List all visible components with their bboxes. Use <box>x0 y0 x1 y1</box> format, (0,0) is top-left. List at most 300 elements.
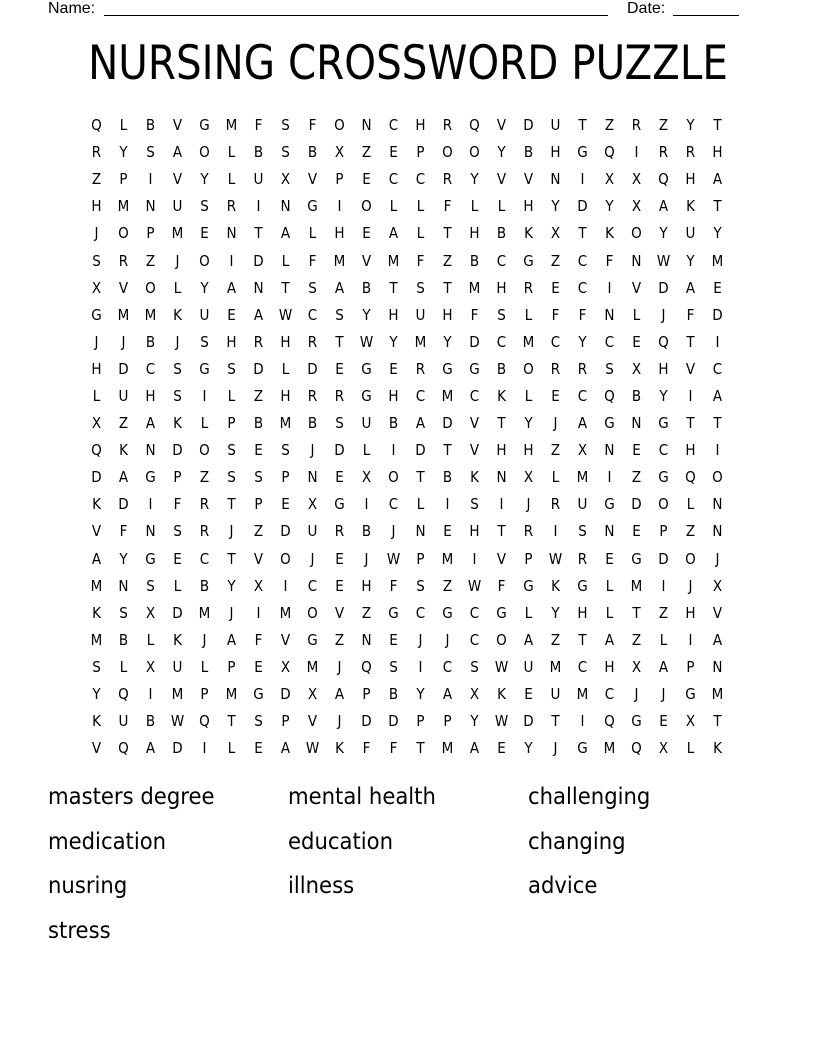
grid-cell[interactable]: E <box>632 332 641 351</box>
grid-cell[interactable]: L <box>173 576 182 595</box>
grid-cell[interactable]: O <box>658 495 669 514</box>
grid-cell[interactable]: J <box>391 522 396 541</box>
grid-cell[interactable]: T <box>416 468 425 487</box>
grid-cell[interactable]: K <box>686 197 695 216</box>
grid-cell[interactable]: L <box>659 630 668 649</box>
grid-cell[interactable]: V <box>712 603 723 622</box>
grid-cell[interactable]: O <box>199 441 210 460</box>
grid-cell[interactable]: H <box>280 386 291 405</box>
grid-cell[interactable]: B <box>496 359 507 378</box>
grid-cell[interactable]: E <box>335 576 344 595</box>
grid-cell[interactable]: T <box>227 712 236 731</box>
grid-cell[interactable]: R <box>442 116 453 135</box>
grid-cell[interactable]: M <box>441 739 454 758</box>
grid-cell[interactable]: V <box>253 549 264 568</box>
grid-cell[interactable]: P <box>227 414 236 433</box>
grid-cell[interactable]: C <box>307 305 318 324</box>
grid-cell[interactable]: G <box>361 386 372 405</box>
grid-cell[interactable]: F <box>416 251 425 270</box>
grid-cell[interactable]: N <box>604 305 615 324</box>
grid-cell[interactable]: C <box>577 386 588 405</box>
grid-cell[interactable]: M <box>576 685 589 704</box>
grid-cell[interactable]: M <box>144 305 157 324</box>
grid-cell[interactable]: H <box>496 441 507 460</box>
grid-cell[interactable]: M <box>414 332 427 351</box>
grid-cell[interactable]: Y <box>659 224 668 243</box>
grid-cell[interactable]: E <box>632 441 641 460</box>
grid-cell[interactable]: K <box>92 603 101 622</box>
grid-cell[interactable]: B <box>442 468 453 487</box>
grid-cell[interactable]: L <box>605 576 614 595</box>
grid-cell[interactable]: F <box>470 305 479 324</box>
grid-cell[interactable]: C <box>388 116 399 135</box>
grid-cell[interactable]: W <box>386 549 401 568</box>
grid-cell[interactable]: R <box>334 386 345 405</box>
grid-cell[interactable]: G <box>145 468 156 487</box>
grid-cell[interactable]: L <box>281 251 290 270</box>
grid-cell[interactable]: F <box>308 251 317 270</box>
grid-cell[interactable]: M <box>441 386 454 405</box>
grid-cell[interactable]: M <box>279 414 292 433</box>
grid-cell[interactable]: S <box>254 468 263 487</box>
grid-cell[interactable]: Y <box>605 197 614 216</box>
grid-cell[interactable]: G <box>199 359 210 378</box>
grid-cell[interactable]: C <box>469 603 480 622</box>
grid-cell[interactable]: D <box>280 685 291 704</box>
grid-cell[interactable]: D <box>631 495 642 514</box>
grid-cell[interactable]: L <box>227 170 236 189</box>
grid-cell[interactable]: U <box>172 657 183 676</box>
grid-cell[interactable]: L <box>605 603 614 622</box>
grid-cell[interactable]: M <box>711 685 724 704</box>
grid-cell[interactable]: Y <box>497 143 506 162</box>
grid-cell[interactable]: C <box>712 359 723 378</box>
grid-cell[interactable]: H <box>523 441 534 460</box>
grid-cell[interactable]: B <box>253 414 264 433</box>
grid-cell[interactable]: S <box>173 386 182 405</box>
grid-cell[interactable]: D <box>388 712 399 731</box>
grid-cell[interactable]: U <box>550 116 561 135</box>
grid-cell[interactable]: B <box>496 224 507 243</box>
grid-cell[interactable]: T <box>497 522 506 541</box>
grid-cell[interactable]: H <box>415 116 426 135</box>
grid-cell[interactable]: C <box>307 576 318 595</box>
grid-cell[interactable]: J <box>310 441 315 460</box>
grid-cell[interactable]: F <box>389 739 398 758</box>
grid-cell[interactable]: C <box>388 170 399 189</box>
grid-cell[interactable]: Y <box>713 224 722 243</box>
grid-cell[interactable]: X <box>307 685 318 704</box>
grid-cell[interactable]: G <box>685 685 696 704</box>
grid-cell[interactable]: X <box>685 712 696 731</box>
grid-cell[interactable]: D <box>523 116 534 135</box>
grid-cell[interactable]: S <box>227 359 236 378</box>
grid-cell[interactable]: W <box>548 549 563 568</box>
grid-cell[interactable]: L <box>173 278 182 297</box>
grid-cell[interactable]: Q <box>91 116 102 135</box>
grid-cell[interactable]: R <box>523 278 534 297</box>
grid-cell[interactable]: X <box>631 359 642 378</box>
grid-cell[interactable]: I <box>256 603 261 622</box>
grid-cell[interactable]: U <box>550 685 561 704</box>
grid-cell[interactable]: S <box>281 116 290 135</box>
grid-cell[interactable]: I <box>202 386 207 405</box>
grid-cell[interactable]: E <box>524 685 533 704</box>
grid-cell[interactable]: N <box>280 197 291 216</box>
grid-cell[interactable]: H <box>577 603 588 622</box>
grid-cell[interactable]: S <box>281 143 290 162</box>
grid-cell[interactable]: E <box>632 522 641 541</box>
grid-cell[interactable]: A <box>280 224 291 243</box>
grid-cell[interactable]: B <box>145 332 156 351</box>
grid-cell[interactable]: G <box>604 414 615 433</box>
grid-cell[interactable]: B <box>307 143 318 162</box>
grid-cell[interactable]: Y <box>470 170 479 189</box>
grid-cell[interactable]: Z <box>685 522 696 541</box>
grid-cell[interactable]: Q <box>658 332 669 351</box>
grid-cell[interactable]: V <box>118 278 129 297</box>
grid-cell[interactable]: E <box>254 657 263 676</box>
grid-cell[interactable]: O <box>685 549 696 568</box>
grid-cell[interactable]: J <box>310 549 315 568</box>
grid-cell[interactable]: U <box>523 657 534 676</box>
grid-cell[interactable]: R <box>253 332 264 351</box>
name-field-line[interactable] <box>104 0 608 16</box>
grid-cell[interactable]: T <box>443 224 452 243</box>
grid-cell[interactable]: B <box>388 685 399 704</box>
grid-cell[interactable]: A <box>226 630 237 649</box>
grid-cell[interactable]: Q <box>199 712 210 731</box>
grid-cell[interactable]: Y <box>200 170 209 189</box>
grid-cell[interactable]: V <box>307 712 318 731</box>
grid-cell[interactable]: N <box>550 170 561 189</box>
grid-cell[interactable]: Y <box>227 576 236 595</box>
grid-cell[interactable]: I <box>202 739 207 758</box>
grid-cell[interactable]: N <box>307 468 318 487</box>
grid-cell[interactable]: E <box>335 549 344 568</box>
grid-cell[interactable]: A <box>469 739 480 758</box>
grid-cell[interactable]: M <box>117 305 130 324</box>
grid-cell[interactable]: J <box>202 630 207 649</box>
grid-cell[interactable]: I <box>148 495 153 514</box>
grid-cell[interactable]: T <box>713 414 722 433</box>
grid-cell[interactable]: T <box>416 739 425 758</box>
grid-cell[interactable]: S <box>146 143 155 162</box>
grid-cell[interactable]: M <box>306 657 319 676</box>
grid-cell[interactable]: Y <box>470 712 479 731</box>
grid-cell[interactable]: L <box>416 495 425 514</box>
grid-cell[interactable]: E <box>497 739 506 758</box>
grid-cell[interactable]: M <box>117 197 130 216</box>
grid-cell[interactable]: D <box>253 251 264 270</box>
grid-cell[interactable]: T <box>686 414 695 433</box>
grid-cell[interactable]: C <box>442 657 453 676</box>
grid-cell[interactable]: S <box>281 441 290 460</box>
grid-cell[interactable]: A <box>658 657 669 676</box>
grid-cell[interactable]: R <box>550 359 561 378</box>
grid-cell[interactable]: S <box>173 522 182 541</box>
grid-cell[interactable]: M <box>711 251 724 270</box>
grid-cell[interactable]: N <box>604 441 615 460</box>
grid-cell[interactable]: X <box>658 739 669 758</box>
grid-cell[interactable]: L <box>227 143 236 162</box>
grid-cell[interactable]: Y <box>524 739 533 758</box>
grid-cell[interactable]: X <box>145 657 156 676</box>
grid-cell[interactable]: X <box>523 468 534 487</box>
grid-cell[interactable]: E <box>200 224 209 243</box>
grid-cell[interactable]: A <box>712 170 723 189</box>
grid-cell[interactable]: Q <box>604 712 615 731</box>
grid-cell[interactable]: L <box>200 414 209 433</box>
grid-cell[interactable]: K <box>92 712 101 731</box>
grid-cell[interactable]: A <box>712 630 723 649</box>
grid-cell[interactable]: S <box>335 305 344 324</box>
grid-cell[interactable]: T <box>497 414 506 433</box>
grid-cell[interactable]: L <box>632 305 641 324</box>
grid-cell[interactable]: N <box>604 522 615 541</box>
grid-cell[interactable]: S <box>92 251 101 270</box>
grid-cell[interactable]: G <box>442 603 453 622</box>
grid-cell[interactable]: W <box>494 712 509 731</box>
grid-cell[interactable]: J <box>553 739 558 758</box>
grid-cell[interactable]: A <box>91 549 102 568</box>
grid-cell[interactable]: J <box>715 549 720 568</box>
grid-cell[interactable]: O <box>388 468 399 487</box>
grid-cell[interactable]: R <box>658 143 669 162</box>
grid-cell[interactable]: O <box>199 143 210 162</box>
grid-cell[interactable]: K <box>470 468 479 487</box>
grid-cell[interactable]: S <box>578 522 587 541</box>
grid-cell[interactable]: M <box>576 468 589 487</box>
grid-cell[interactable]: V <box>172 170 183 189</box>
grid-cell[interactable]: D <box>523 712 534 731</box>
grid-cell[interactable]: L <box>524 386 533 405</box>
grid-cell[interactable]: T <box>389 278 398 297</box>
grid-cell[interactable]: I <box>148 170 153 189</box>
grid-cell[interactable]: G <box>577 739 588 758</box>
grid-cell[interactable]: R <box>442 170 453 189</box>
grid-cell[interactable]: B <box>307 414 318 433</box>
grid-cell[interactable]: R <box>307 332 318 351</box>
grid-cell[interactable]: C <box>577 251 588 270</box>
grid-cell[interactable]: P <box>254 495 263 514</box>
grid-cell[interactable]: G <box>604 495 615 514</box>
grid-cell[interactable]: G <box>253 685 264 704</box>
grid-cell[interactable]: R <box>118 251 129 270</box>
grid-cell[interactable]: T <box>632 603 641 622</box>
grid-cell[interactable]: E <box>551 386 560 405</box>
grid-cell[interactable]: S <box>227 441 236 460</box>
grid-cell[interactable]: I <box>580 712 585 731</box>
grid-cell[interactable]: G <box>577 143 588 162</box>
grid-cell[interactable]: T <box>227 549 236 568</box>
grid-cell[interactable]: Y <box>92 685 101 704</box>
grid-cell[interactable]: L <box>389 197 398 216</box>
grid-cell[interactable]: M <box>522 332 535 351</box>
grid-cell[interactable]: T <box>578 116 587 135</box>
grid-cell[interactable]: R <box>523 522 534 541</box>
grid-cell[interactable]: D <box>172 739 183 758</box>
grid-cell[interactable]: I <box>688 386 693 405</box>
grid-cell[interactable]: I <box>553 522 558 541</box>
grid-cell[interactable]: H <box>145 386 156 405</box>
grid-cell[interactable]: H <box>712 143 723 162</box>
grid-cell[interactable]: H <box>91 197 102 216</box>
grid-cell[interactable]: E <box>713 278 722 297</box>
grid-cell[interactable]: O <box>361 197 372 216</box>
grid-cell[interactable]: S <box>308 278 317 297</box>
grid-cell[interactable]: I <box>391 441 396 460</box>
grid-cell[interactable]: H <box>334 224 345 243</box>
grid-cell[interactable]: A <box>145 739 156 758</box>
grid-cell[interactable]: H <box>658 359 669 378</box>
grid-cell[interactable]: C <box>199 549 210 568</box>
grid-cell[interactable]: J <box>634 685 639 704</box>
grid-cell[interactable]: X <box>145 603 156 622</box>
grid-cell[interactable]: H <box>91 359 102 378</box>
grid-cell[interactable]: T <box>443 278 452 297</box>
grid-cell[interactable]: M <box>171 685 184 704</box>
grid-cell[interactable]: D <box>118 495 129 514</box>
grid-cell[interactable]: C <box>658 441 669 460</box>
grid-cell[interactable]: H <box>550 143 561 162</box>
grid-cell[interactable]: K <box>92 495 101 514</box>
grid-cell[interactable]: U <box>415 305 426 324</box>
grid-cell[interactable]: L <box>362 441 371 460</box>
grid-cell[interactable]: G <box>577 576 588 595</box>
grid-cell[interactable]: M <box>441 549 454 568</box>
grid-cell[interactable]: L <box>227 739 236 758</box>
grid-cell[interactable]: S <box>470 495 479 514</box>
grid-cell[interactable]: P <box>686 657 695 676</box>
grid-cell[interactable]: M <box>90 576 103 595</box>
grid-cell[interactable]: O <box>442 143 453 162</box>
grid-cell[interactable]: E <box>605 549 614 568</box>
grid-cell[interactable]: Q <box>91 441 102 460</box>
grid-cell[interactable]: E <box>335 359 344 378</box>
grid-cell[interactable]: M <box>279 603 292 622</box>
grid-cell[interactable]: S <box>470 657 479 676</box>
grid-cell[interactable]: S <box>200 332 209 351</box>
grid-cell[interactable]: U <box>685 224 696 243</box>
grid-cell[interactable]: M <box>198 603 211 622</box>
grid-cell[interactable]: Z <box>145 251 156 270</box>
grid-cell[interactable]: Z <box>631 630 642 649</box>
grid-cell[interactable]: X <box>577 441 588 460</box>
grid-cell[interactable]: X <box>280 657 291 676</box>
grid-cell[interactable]: D <box>712 305 723 324</box>
grid-cell[interactable]: H <box>496 278 507 297</box>
grid-cell[interactable]: I <box>256 197 261 216</box>
grid-cell[interactable]: F <box>308 116 317 135</box>
grid-cell[interactable]: G <box>658 414 669 433</box>
grid-cell[interactable]: R <box>415 359 426 378</box>
grid-cell[interactable]: R <box>307 386 318 405</box>
grid-cell[interactable]: E <box>227 305 236 324</box>
grid-cell[interactable]: X <box>280 170 291 189</box>
grid-cell[interactable]: R <box>199 522 210 541</box>
grid-cell[interactable]: A <box>280 739 291 758</box>
grid-cell[interactable]: D <box>361 712 372 731</box>
grid-cell[interactable]: G <box>469 359 480 378</box>
grid-cell[interactable]: I <box>229 251 234 270</box>
grid-cell[interactable]: Z <box>604 116 615 135</box>
grid-cell[interactable]: J <box>445 630 450 649</box>
grid-cell[interactable]: N <box>253 278 264 297</box>
grid-cell[interactable]: L <box>119 116 128 135</box>
grid-cell[interactable]: L <box>686 739 695 758</box>
grid-cell[interactable]: X <box>91 278 102 297</box>
grid-cell[interactable]: T <box>578 224 587 243</box>
grid-cell[interactable]: J <box>229 603 234 622</box>
grid-cell[interactable]: B <box>118 630 129 649</box>
grid-cell[interactable]: O <box>496 630 507 649</box>
grid-cell[interactable]: N <box>145 522 156 541</box>
grid-cell[interactable]: J <box>121 332 126 351</box>
grid-cell[interactable]: T <box>713 712 722 731</box>
grid-cell[interactable]: A <box>118 468 129 487</box>
grid-cell[interactable]: A <box>334 278 345 297</box>
grid-cell[interactable]: F <box>578 305 587 324</box>
grid-cell[interactable]: J <box>94 332 99 351</box>
grid-cell[interactable]: J <box>553 414 558 433</box>
grid-cell[interactable]: J <box>229 522 234 541</box>
grid-cell[interactable]: U <box>307 522 318 541</box>
grid-cell[interactable]: Z <box>442 251 453 270</box>
grid-cell[interactable]: O <box>523 359 534 378</box>
grid-cell[interactable]: S <box>335 414 344 433</box>
grid-cell[interactable]: N <box>145 441 156 460</box>
grid-cell[interactable]: H <box>361 576 372 595</box>
grid-cell[interactable]: N <box>631 414 642 433</box>
grid-cell[interactable]: X <box>334 143 345 162</box>
grid-cell[interactable]: D <box>658 549 669 568</box>
grid-cell[interactable]: C <box>415 603 426 622</box>
grid-cell[interactable]: D <box>91 468 102 487</box>
grid-cell[interactable]: T <box>281 278 290 297</box>
grid-cell[interactable]: F <box>443 197 452 216</box>
grid-cell[interactable]: X <box>631 197 642 216</box>
grid-cell[interactable]: P <box>119 170 128 189</box>
grid-cell[interactable]: U <box>199 305 210 324</box>
grid-cell[interactable]: F <box>389 576 398 595</box>
grid-cell[interactable]: R <box>91 143 102 162</box>
grid-cell[interactable]: B <box>145 712 156 731</box>
grid-cell[interactable]: Z <box>334 630 345 649</box>
grid-cell[interactable]: A <box>604 630 615 649</box>
grid-cell[interactable]: O <box>631 224 642 243</box>
grid-cell[interactable]: H <box>523 197 534 216</box>
grid-cell[interactable]: Z <box>253 522 264 541</box>
grid-cell[interactable]: G <box>631 712 642 731</box>
grid-cell[interactable]: C <box>577 278 588 297</box>
grid-cell[interactable]: G <box>334 495 345 514</box>
grid-cell[interactable]: C <box>577 657 588 676</box>
grid-cell[interactable]: Q <box>361 657 372 676</box>
grid-cell[interactable]: Z <box>361 143 372 162</box>
grid-cell[interactable]: C <box>604 332 615 351</box>
grid-cell[interactable]: Z <box>118 414 129 433</box>
grid-cell[interactable]: B <box>199 576 210 595</box>
grid-cell[interactable]: I <box>580 170 585 189</box>
grid-cell[interactable]: Q <box>118 685 129 704</box>
grid-cell[interactable]: G <box>442 359 453 378</box>
grid-cell[interactable]: I <box>148 685 153 704</box>
grid-cell[interactable]: P <box>281 712 290 731</box>
grid-cell[interactable]: G <box>388 603 399 622</box>
grid-cell[interactable]: M <box>630 576 643 595</box>
grid-cell[interactable]: B <box>631 386 642 405</box>
